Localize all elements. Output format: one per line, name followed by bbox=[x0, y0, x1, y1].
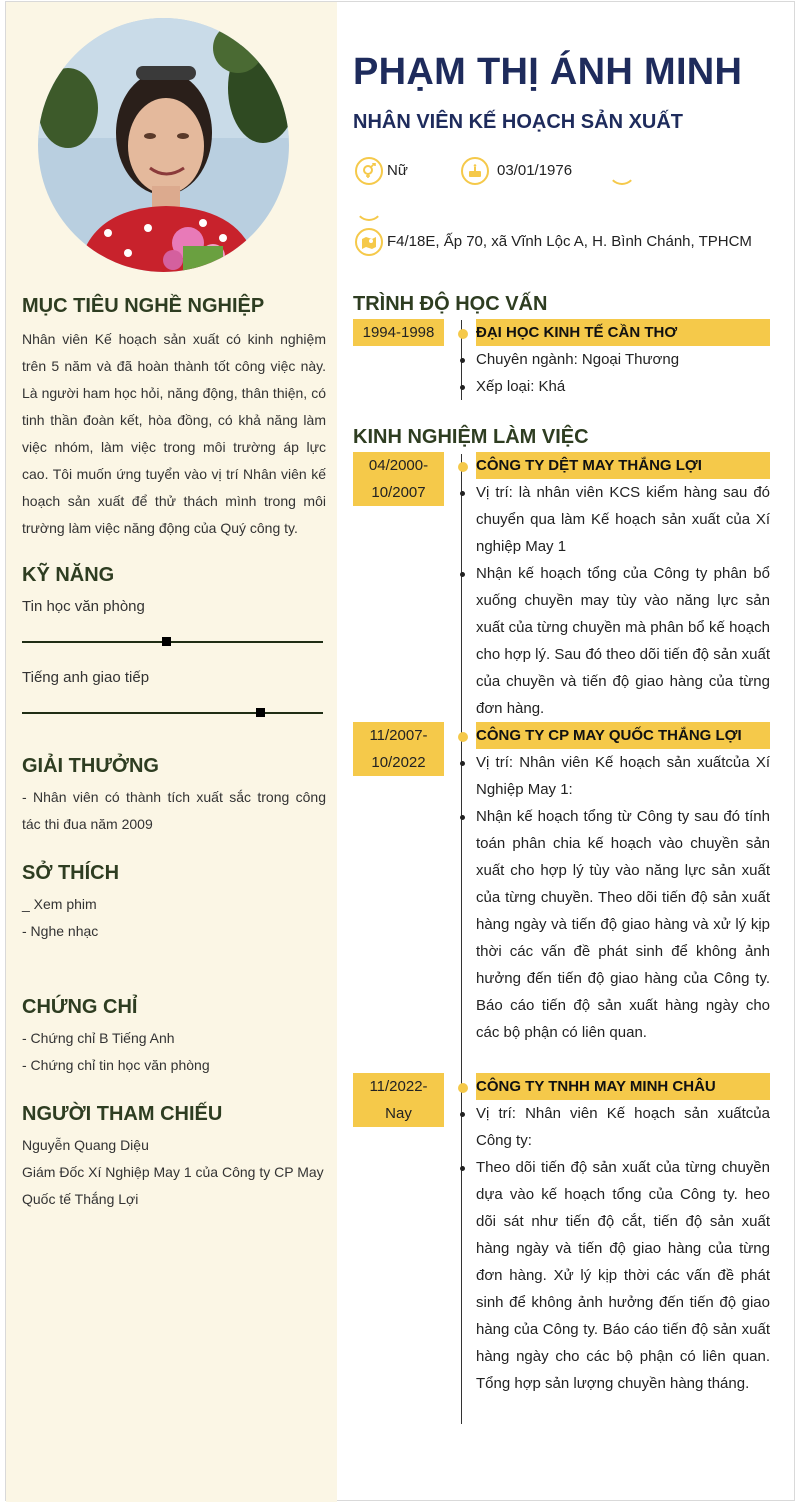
job-bullet: Vị trí: Nhân viên Kế hoạch sản xuấtcủa Công ty: bbox=[476, 1105, 770, 1149]
timeline-dot bbox=[458, 462, 468, 472]
job-date-start: 11/2007- bbox=[369, 727, 428, 744]
awards-text: - Nhân viên có thành tích xuất sắc trong công tác thi đua năm 2009 bbox=[22, 789, 326, 832]
job-date-start: 11/2022- bbox=[369, 1078, 428, 1095]
bullet-dot bbox=[460, 1112, 465, 1117]
candidate-name: PHẠM THỊ ÁNH MINH bbox=[353, 51, 743, 93]
job-bullet: Vị trí: là nhân viên KCS kiểm hàng sau đó chuyển qua làm Kế hoạch sản xuất của Xí nghiệp May 1 bbox=[476, 484, 770, 555]
skill-level-marker bbox=[162, 637, 171, 646]
birthday-value: 03/01/1976 bbox=[497, 162, 573, 179]
job-company: CÔNG TY CP MAY QUỐC THẮNG LỢI bbox=[476, 722, 770, 749]
bullet-dot bbox=[460, 815, 465, 820]
skill-name: Tin học văn phòng bbox=[22, 598, 145, 615]
sidebar bbox=[6, 2, 337, 1502]
job-date bbox=[353, 1073, 444, 1127]
job-bullet: Vị trí: Nhân viên Kế hoạch sản xuấtcủa Xí Nghiệp May 1: bbox=[476, 754, 770, 798]
address-info bbox=[355, 228, 752, 256]
certificate-item: - Chứng chỉ tin học văn phòng bbox=[22, 1057, 210, 1073]
skill-bar bbox=[22, 641, 323, 643]
bullet-dot bbox=[460, 1166, 465, 1171]
job-company: CÔNG TY DỆT MAY THẮNG LỢI bbox=[476, 452, 770, 479]
bullet-dot bbox=[460, 385, 465, 390]
bullet-dot bbox=[460, 761, 465, 766]
education-heading: TRÌNH ĐỘ HỌC VẤN bbox=[353, 293, 548, 315]
bullet-dot bbox=[460, 358, 465, 363]
hobby-item: - Nghe nhạc bbox=[22, 923, 99, 939]
education-major: Chuyên ngành: Ngoại Thương bbox=[476, 351, 680, 368]
skills-heading: KỸ NĂNG bbox=[22, 564, 115, 586]
timeline-dot bbox=[458, 1083, 468, 1093]
hobbies-heading: SỞ THÍCH bbox=[22, 862, 120, 884]
references-heading: NGƯỜI THAM CHIẾU bbox=[22, 1103, 223, 1125]
skill-bar bbox=[22, 712, 323, 714]
references-section bbox=[22, 1102, 326, 1213]
job-date bbox=[353, 452, 444, 506]
certificate-item: - Chứng chỉ B Tiếng Anh bbox=[22, 1030, 175, 1046]
certificates-heading: CHỨNG CHỈ bbox=[22, 996, 138, 1018]
job-bullet: Nhận kế hoạch tổng từ Công ty sau đó tính toán phân chia kế hoạch vào chuyền sản xuất cho hợp lý tùy vào năng lực sản xuất của từng chuyền. Theo dõi tiến độ sản xuất hàng ngày và tiến độ giao hàng và xử lý kịp thời các vấn đề phát sinh để không ảnh hưởng đến tiến độ giao hàng của Công ty. Báo cáo tiến độ sản xuất hàng ngày cho các bộ phận có liên quan. bbox=[476, 808, 770, 1041]
job-date-end: 10/2022 bbox=[371, 754, 426, 771]
birthday-cake-icon bbox=[461, 157, 489, 185]
job-bullet: Nhận kế hoạch tổng của Công ty phân bổ xuống chuyền may tùy vào năng lực sản xuất của từng chuyền mà phân bổ kế hoạch cho hợp lý. Sau đó theo dõi tiến độ sản xuất của chuyền và tiến độ giao hàng của từng đơn hàng. bbox=[476, 565, 770, 717]
avatar bbox=[38, 18, 289, 272]
location-map-icon bbox=[355, 228, 383, 256]
gender-icon bbox=[355, 157, 383, 185]
job-bullet: Theo dõi tiến độ sản xuất của từng chuyền dựa vào kế hoạch tổng của Công ty. heo dõi sát như tiến độ cắt, tiến độ sản xuất hàng ngày và tiến độ giao hàng của từng đơn hàng. Xử lý kịp thời các vấn đề phát sinh để không ảnh hưởng đến tiến độ giao hàng của Công ty. Báo cáo tiến độ sản xuất hàng ngày cho các bộ phận có liên quan. Tổng hợp sản lượng chuyền hàng tháng. bbox=[476, 1159, 770, 1392]
job-date-end: Nay bbox=[385, 1105, 412, 1122]
empty-contact-icon bbox=[355, 193, 383, 221]
certificates-section bbox=[22, 995, 326, 1079]
gender-info bbox=[355, 157, 408, 185]
skills-section bbox=[22, 563, 326, 714]
job-date bbox=[353, 722, 444, 776]
experience-heading: KINH NGHIỆM LÀM VIỆC bbox=[353, 426, 589, 448]
candidate-role: NHÂN VIÊN KẾ HOẠCH SẢN XUẤT bbox=[353, 111, 684, 133]
birthday-info bbox=[461, 157, 572, 185]
education-grade: Xếp loại: Khá bbox=[476, 378, 566, 395]
gender-value: Nữ bbox=[387, 162, 408, 179]
experience-timeline-line bbox=[461, 454, 462, 1424]
reference-position: Giám Đốc Xí Nghiệp May 1 của Công ty CP May Quốc tế Thắng Lợi bbox=[22, 1164, 324, 1207]
hobby-item: _ Xem phim bbox=[22, 896, 97, 912]
bullet-dot bbox=[460, 491, 465, 496]
bullet-dot bbox=[460, 572, 465, 577]
awards-heading: GIẢI THƯỞNG bbox=[22, 755, 159, 777]
skill-name: Tiếng anh giao tiếp bbox=[22, 669, 150, 686]
job-date-end: 10/2007 bbox=[371, 484, 426, 501]
objective-text: Nhân viên Kế hoạch sản xuất có kinh nghiệm trên 5 năm và đã hoàn thành tốt công việc này. Là người ham học hỏi, năng động, thân thiện, có tinh thần đoàn kết, hòa đồng, có khả năng làm việc nhóm, làm việc trong môi trường áp lực cao. Tôi muốn ứng tuyển vào vị trí Nhân viên kế hoạch sản xuất để thử thách mình trong môi trường làm việc năng động của Quý công ty. bbox=[22, 331, 326, 536]
reference-name: Nguyễn Quang Diệu bbox=[22, 1137, 149, 1153]
job-date-start: 04/2000- bbox=[368, 457, 429, 474]
skill-level-marker bbox=[256, 708, 265, 717]
education-school: ĐẠI HỌC KINH TẾ CẦN THƠ bbox=[476, 319, 770, 346]
address-value: F4/18E, Ấp 70, xã Vĩnh Lộc A, H. Bình Chánh, TPHCM bbox=[387, 233, 752, 250]
awards-section bbox=[22, 754, 326, 838]
avatar-photo bbox=[38, 18, 289, 272]
hobbies-section bbox=[22, 861, 326, 945]
timeline-dot bbox=[458, 732, 468, 742]
job-company: CÔNG TY TNHH MAY MINH CHÂU bbox=[476, 1073, 770, 1100]
empty-contact-icon bbox=[608, 157, 636, 185]
objective-section bbox=[22, 294, 326, 542]
timeline-dot bbox=[458, 329, 468, 339]
resume-page bbox=[5, 1, 795, 1501]
education-date: 1994-1998 bbox=[353, 319, 444, 346]
objective-heading: MỤC TIÊU NGHỀ NGHIỆP bbox=[22, 295, 265, 317]
